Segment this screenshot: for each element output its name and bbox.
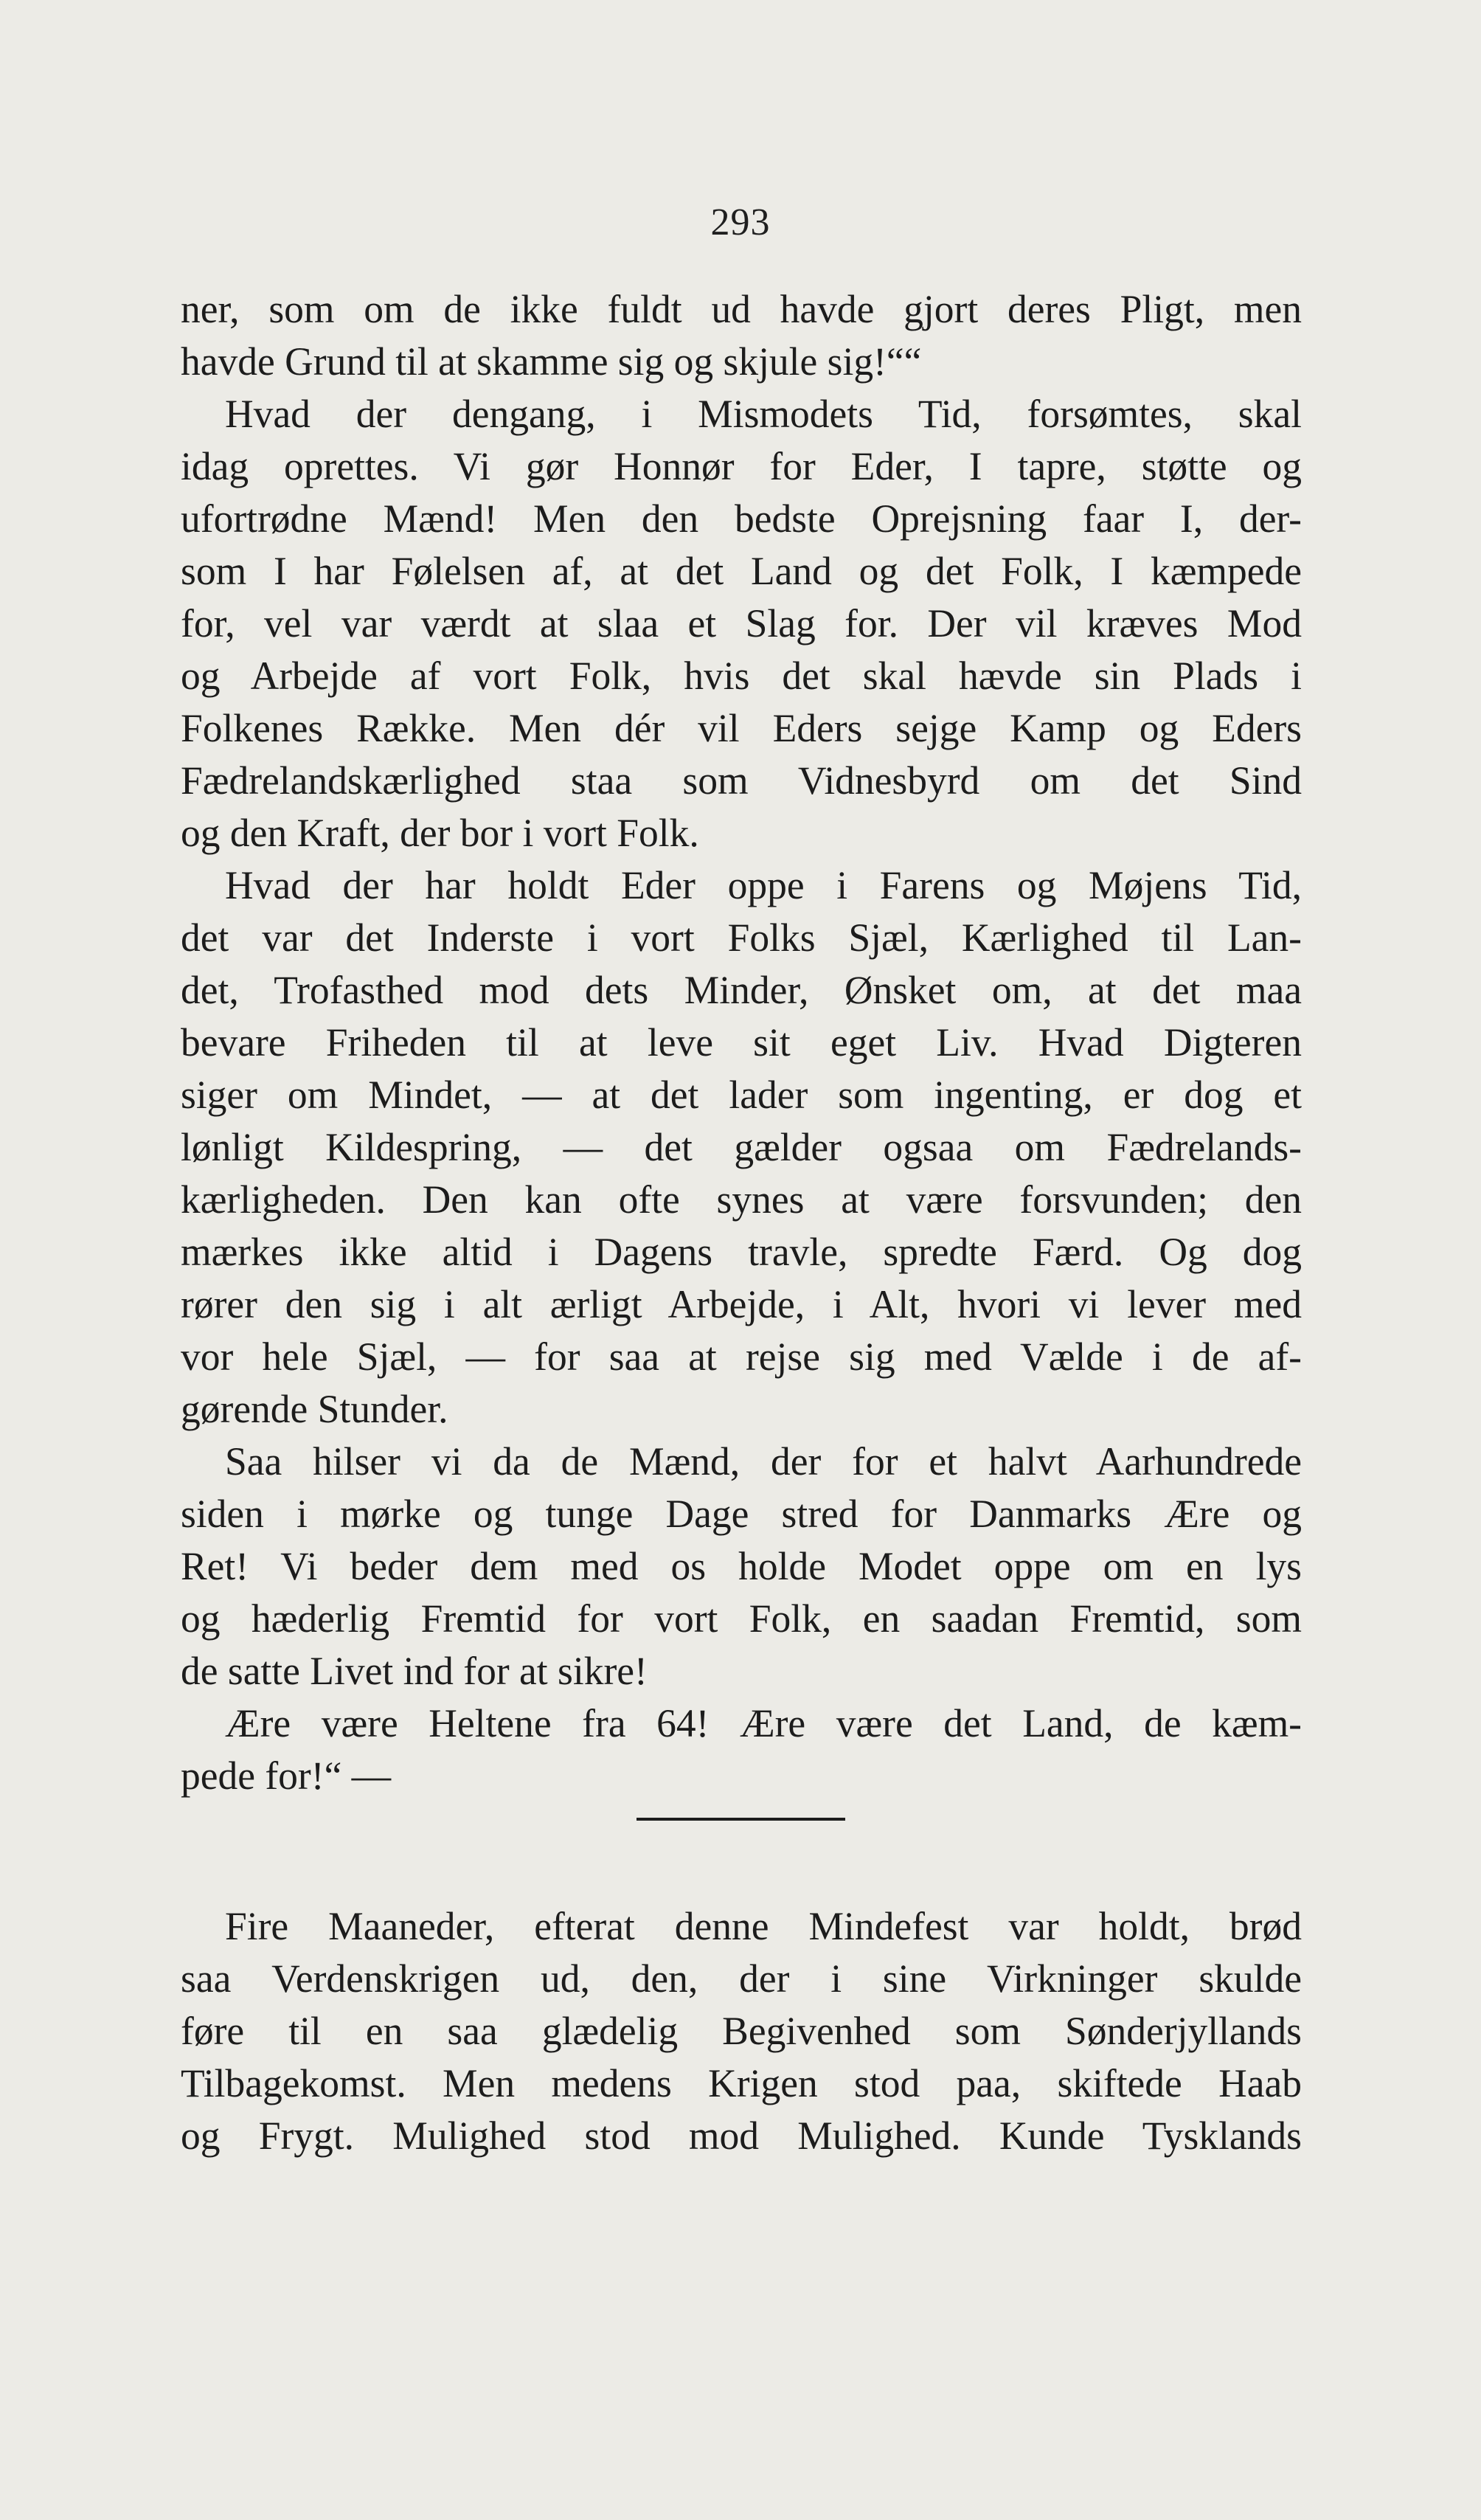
text-line: saa Verdenskrigen ud, den, der i sine Virkninger skulde	[181, 1956, 1302, 2001]
text-line: idag oprettes. Vi gør Honnør for Eder, I tapre, støtte og	[181, 444, 1302, 488]
text-block-speech	[181, 283, 1302, 1802]
text-line: og hæderlig Fremtid for vort Folk, en saadan Fremtid, som	[181, 1596, 1302, 1641]
text-line: gørende Stunder.	[181, 1387, 448, 1431]
text-line: Hvad der dengang, i Mismodets Tid, forsømtes, skal	[225, 392, 1302, 436]
text-line: Fire Maaneder, efterat denne Mindefest var holdt, brød	[225, 1904, 1302, 1948]
text-line: det var det Inderste i vort Folks Sjæl, Kærlighed til Lan-	[181, 915, 1302, 960]
text-line: Saa hilser vi da de Mænd, der for et halvt Aarhundrede	[225, 1439, 1302, 1484]
text-line: for, vel var værdt at slaa et Slag for. Der vil kræves Mod	[181, 601, 1302, 645]
text-line: lønligt Kildespring, — det gælder ogsaa om Fædrelands-	[181, 1125, 1302, 1169]
text-line: som I har Følelsen af, at det Land og det Folk, I kæmpede	[181, 549, 1302, 593]
text-line: siger om Mindet, — at det lader som ingenting, er dog et	[181, 1073, 1302, 1117]
text-line: ufortrødne Mænd! Men den bedste Oprejsning faar I, der-	[181, 496, 1302, 541]
text-line: mærkes ikke altid i Dagens travle, spredte Færd. Og dog	[181, 1230, 1302, 1274]
text-line: ner, som om de ikke fuldt ud havde gjort deres Pligt, men	[181, 287, 1302, 331]
text-line: Hvad der har holdt Eder oppe i Farens og Møjens Tid,	[225, 863, 1302, 907]
text-line: pede for!“ —	[181, 1754, 392, 1798]
text-line: Ære være Heltene fra 64! Ære være det Land, de kæm-	[225, 1701, 1302, 1745]
text-line: de satte Livet ind for at sikre!	[181, 1649, 648, 1693]
text-line: Tilbagekomst. Men medens Krigen stod paa, skiftede Haab	[181, 2061, 1302, 2105]
text-line: Fædrelandskærlighed staa som Vidnesbyrd om det Sind	[181, 758, 1302, 803]
text-line: kærligheden. Den kan ofte synes at være forsvunden; den	[181, 1177, 1302, 1222]
text-line: bevare Friheden til at leve sit eget Liv. Hvad Digteren	[181, 1020, 1302, 1065]
text-line: vor hele Sjæl, — for saa at rejse sig med Vælde i de af-	[181, 1335, 1302, 1379]
text-block-narrative	[181, 1900, 1302, 2162]
text-line: det, Trofasthed mod dets Minder, Ønsket om, at det maa	[181, 968, 1302, 1012]
text-line: og den Kraft, der bor i vort Folk.	[181, 811, 699, 855]
page-number: 293	[710, 201, 771, 243]
text-line: rører den sig i alt ærligt Arbejde, i Alt, hvori vi lever med	[181, 1282, 1302, 1326]
text-line: og Arbejde af vort Folk, hvis det skal hævde sin Plads i	[181, 654, 1302, 698]
section-divider	[637, 1818, 845, 1821]
text-line: Ret! Vi beder dem med os holde Modet oppe om en lys	[181, 1544, 1302, 1588]
text-line: havde Grund til at skamme sig og skjule sig!““	[181, 339, 922, 384]
text-line: Folkenes Række. Men dér vil Eders sejge Kamp og Eders	[181, 706, 1302, 750]
text-line: og Frygt. Mulighed stod mod Mulighed. Kunde Tysklands	[181, 2114, 1302, 2158]
text-line: siden i mørke og tunge Dage stred for Danmarks Ære og	[181, 1492, 1302, 1536]
text-line: føre til en saa glædelig Begivenhed som Sønderjyllands	[181, 2009, 1302, 2053]
